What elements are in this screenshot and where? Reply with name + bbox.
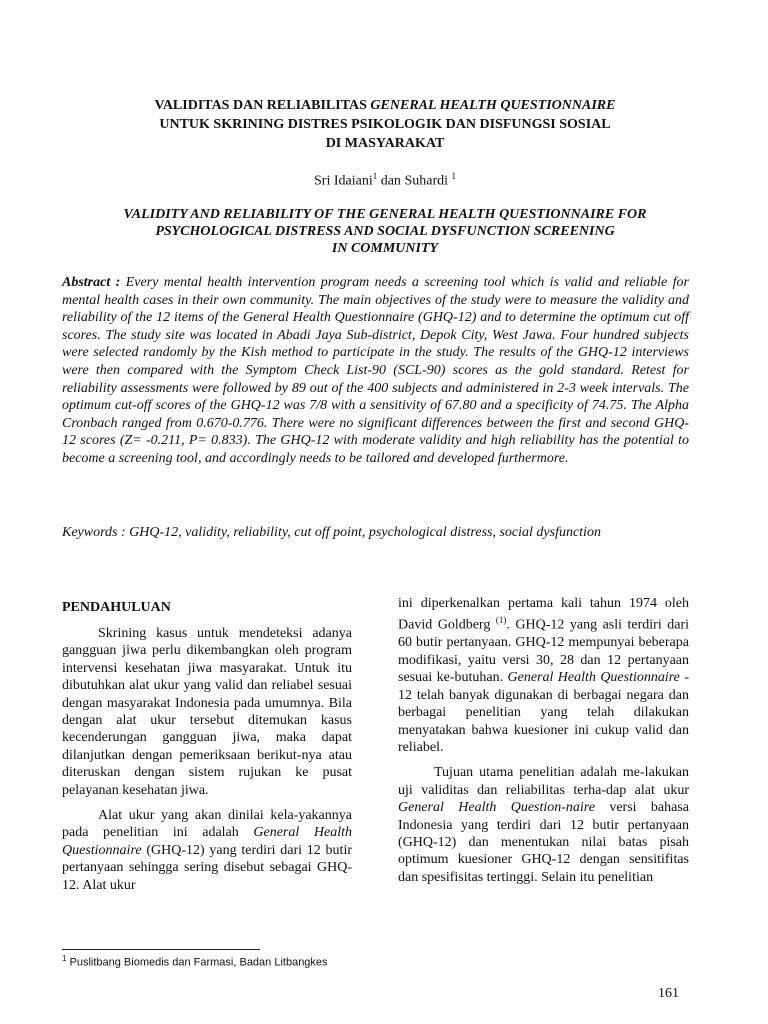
indonesian-title	[60, 96, 710, 153]
footnote-text: Puslitbang Biomedis dan Farmasi, Badan Litbangkes	[66, 956, 328, 969]
footnote-marker: 1	[62, 954, 67, 963]
author-connector: dan	[377, 173, 405, 189]
right-p2-text-b: versi bahasa Indonesia yang terdiri dari 12 butir pertanyaan (GHQ-12) dan menentukan nilai batas pisah optimum kuesioner GHQ-12 dengan sensitifitas dan spesifisitas tertinggi. Selain itu penelitian	[398, 800, 689, 885]
author-2: Suhardi	[404, 173, 448, 189]
abstract-text: Every mental health intervention program needs a screening tool which is valid and reliable for mental health cases in their own community. The main objectives of the study were to measure the validity and reliability of the 12 items of the General Health Questionnaire (GHQ-12) and to determine the optimum cut off scores. The study site was located in Abadi Jaya Sub-district, Depok City, West Jawa. Four hundred subjects were selected randomly by the Kish method to participate in the study. The results of the GHQ-12 interviews were then compared with the Symptom Check List-90 (SCL-90) scores as the gold standard. Retest for reliability assessments were followed by 89 out of the 400 subjects and administered in 2-3 week intervals. The optimum cut-off scores of the GHQ-12 was 7/8 with a sensitivity of 67.80 and a specificity of 74.75. The Alpha Cronbach ranged from 0.670-0.776. There were no significant differences between the first and second GHQ-12 scores (Z= -0.211, P= 0.833). The GHQ-12 with moderate validity and high reliability has the potential to become a screening tool, and accordingly needs to be tailored and developed furthermore.	[62, 275, 690, 466]
left-p2-italic: General Health Questionnaire	[62, 825, 352, 858]
title-line1-plain: VALIDITAS DAN RELIABILITAS	[154, 98, 371, 113]
citation-ref: (1)	[495, 615, 507, 626]
footnote-divider	[62, 949, 260, 950]
page-number: 161	[658, 986, 679, 1001]
english-title	[60, 206, 710, 257]
right-p1-text-c: - 12 telah banyak digunakan di berbagai negara dan berbagai penelitian yang telah dilakukan menyatakan bahwa kuesioner ini cukup valid dan reliabel.	[398, 670, 689, 755]
left-column	[62, 625, 352, 902]
left-p2-text-b: (GHQ-12) yang terdiri dari 12 butir pertanyaan sehingga sering disebut sebagai GHQ-12. Alat ukur	[62, 842, 352, 893]
author-2-affiliation: 1	[451, 171, 456, 181]
title-line1-italic: GENERAL HEALTH QUESTIONNAIRE	[370, 98, 616, 113]
english-title-line2: PSYCHOLOGICAL DISTRESS AND SOCIAL DYSFUNCTION SCREENING	[155, 224, 615, 239]
authors	[60, 171, 710, 190]
left-paragraph-1: Skrining kasus untuk mendeteksi adanya gangguan jiwa perlu dikembangkan oleh program intervensi kesehatan jiwa masyarakat. Untuk itu dibutuhkan alat ukur yang valid dan reliabel sesuai dengan masyarakat Indonesia pada umumnya. Bila dengan alat ukur tersebut ditemukan kasus kecenderungan gangguan jiwa, maka dapat dilanjutkan dengan pemeriksaan berikut-nya atau diteruskan dengan sistem rujukan ke pusat pelayanan kesehatan jiwa.	[62, 626, 352, 798]
right-paragraph-1	[398, 595, 689, 756]
indonesian-title-line2: UNTUK SKRINING DISTRES PSIKOLOGIK DAN DISFUNGSI SOSIAL	[159, 117, 611, 132]
author-1-affiliation: 1	[372, 171, 378, 181]
right-p1-text-b: . GHQ-12 yang asli terdiri dari 60 butir pertanyaan. GHQ-12 mempunyai beberapa modifikasi, yaitu versi 30, 28 dan 12 pertanyaan sesuai ke-butuhan.	[398, 618, 690, 686]
indonesian-title-line3: DI MASYARAKAT	[325, 136, 445, 151]
right-paragraph-2	[398, 764, 689, 886]
right-column	[398, 595, 689, 894]
indonesian-title-line1	[60, 96, 710, 115]
right-p1-text-a: ini diperkenalkan pertama kali tahun 1974 oleh David Goldberg	[398, 596, 689, 634]
right-p2-text-a: Tujuan utama penelitian adalah me-lakukan uji validitas dan reliabilitas terha-dap alat ukur	[398, 765, 689, 798]
abstract	[62, 274, 689, 468]
author-1: Sri Idaiani	[314, 173, 373, 189]
footnote	[62, 954, 328, 969]
english-title-line3: IN COMMUNITY	[331, 241, 439, 256]
right-p1-italic: General Health Questionnaire	[507, 670, 680, 686]
section-heading: PENDAHULUAN	[62, 600, 171, 615]
left-p2-text-a: Alat ukur yang akan dinilai kela-yakannya pada penelitian ini adalah	[62, 808, 352, 841]
keywords: Keywords : GHQ-12, validity, reliability, cut off point, psychological distress, social dysfunction	[62, 525, 601, 540]
english-title-line1: VALIDITY AND RELIABILITY OF THE GENERAL HEALTH QUESTIONNAIRE FOR	[123, 207, 647, 222]
left-paragraph-2	[62, 807, 352, 894]
abstract-label: Abstract :	[62, 275, 121, 290]
right-p2-italic: General Health Question-naire	[398, 800, 595, 816]
